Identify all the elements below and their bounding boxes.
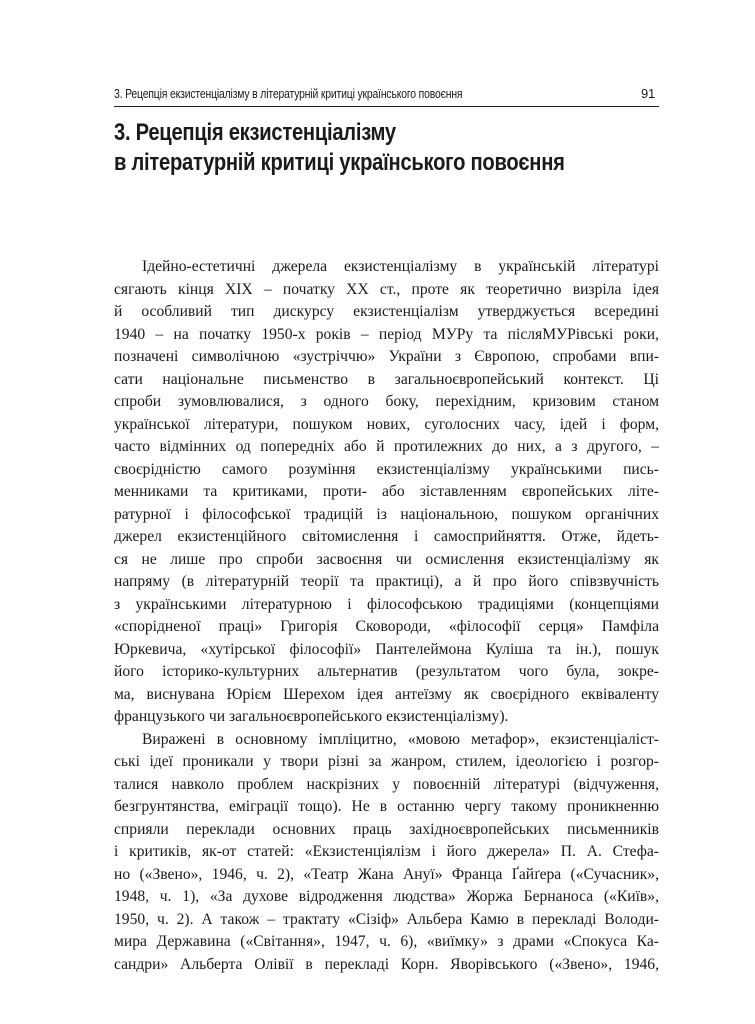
paragraph-2-line: сандри» Альберта Олівії в перекладі Корн. Яворівського («Звено», 1946, (114, 955, 659, 973)
chapter-title-line-1: 3. Рецепція екзистенціалізму (114, 119, 396, 146)
paragraph-1-line: ратурної і філософської традицій із національною, пошуком органічних (114, 505, 659, 523)
paragraph-1-last-line: французького чи загальноєвропейського екзистенціалізму). (114, 708, 509, 725)
body-text (114, 256, 659, 976)
chapter-title-line-2: в літературній критиці українського повоєння (114, 149, 565, 176)
paragraph-2-line: Виражені в основному імпліцитно, «мовою метафор», екзистенціаліст- (142, 730, 659, 748)
page-number: 91 (640, 86, 655, 101)
paragraph-2-line: безгрунтянства, еміграції тощо). Не в останню чергу такому проникненню (114, 798, 659, 815)
paragraph-1-line: сягають кінця XIX – початку XX ст., проте як теоретично визріла ідея (114, 280, 659, 298)
running-header (114, 84, 659, 107)
paragraph-2-line: 1950, ч. 2). А також – трактату «Сізіф» Альбера Камю в перекладі Володи- (114, 910, 659, 928)
paragraph-2-line: мира Державина («Світання», 1947, ч. 6), «виїмку» з драми «Спокуса Ка- (114, 933, 659, 950)
paragraph-1-line: з українськими літературною і філософською традиціями (концепціями (114, 595, 659, 613)
paragraph-1-line: «спорідненої праці» Григорія Сковороди, «філософії серця» Памфіла (114, 618, 659, 635)
running-header-title: 3. Рецепція екзистенціалізму в літературній критиці українського повоєння (114, 86, 463, 101)
paragraph-1-line: часто відмінних од попередніх або й протилежних до них, а з другого, – (114, 438, 659, 455)
paragraph-2-line: сприяли переклади основних праць західноєвропейських письменників (114, 820, 659, 838)
paragraph-1-line: 1940 – на початку 1950-х років – період МУРу та післяМУРівські роки, (114, 325, 659, 343)
paragraph-1-line: сати національне письменство в загальноєвропейський контекст. Ці (114, 370, 659, 388)
paragraph-2-line: ські ідеї проникали у твори різні за жанром, стилем, ідеологією і розгор- (114, 753, 659, 770)
paragraph-1-line: напряму (в літературній теорії та практиці), а й про його співзвучність (114, 573, 659, 590)
paragraph-2-line: но («Звено», 1946, ч. 2), «Театр Жана Ануї» Франца Ґайґера («Сучасник», (114, 865, 659, 883)
paragraph-1-line: й особливий тип дискурсу екзистенціалізм утверджується всередині (114, 303, 659, 320)
paragraph-1-line: його історико-культурних альтернатив (результатом чого була, зокре- (114, 663, 659, 680)
paragraph-1-line: Юркевича, «хутірської філософії» Пантелеймона Куліша та ін.), пошук (114, 640, 659, 658)
paragraph-1-line: української літератури, пошуком нових, суголосних часу, ідей і форм, (114, 415, 659, 433)
chapter-title (114, 118, 734, 178)
paragraph-1-line: ма, виснувана Юрієм Шерехом ідея антеїзму як своєрідного еквіваленту (114, 685, 659, 703)
paragraph-1-line: менниками та критиками, проти- або зіставленням європейських літе- (114, 483, 659, 500)
paragraph-1-line: своєрідністю самого розуміння екзистенціалізму українськими пись- (114, 460, 659, 478)
paragraph-2-line: і критиків, як-от статей: «Екзистенціялізм і його джерела» П. А. Стефа- (114, 843, 659, 860)
paragraph-1-line: позначені символічною «зустріччю» України з Європою, спробами впи- (114, 348, 659, 365)
paragraph-1-line: спроби зумовлювалися, з одного боку, перехідним, кризовим станом (114, 393, 659, 410)
paragraph-2-line: 1948, ч. 1), «За духове відродження людства» Жоржа Бернаноса («Київ», (114, 888, 659, 905)
paragraph-2-line: талися навколо проблем наскрізних у повоєнній літературі (відчуження, (114, 775, 659, 793)
paragraph-1-line: джерел екзистенційного світомислення і самосприйняття. Отже, йдеть- (114, 528, 659, 545)
paragraph-1-line: Ідейно-естетичні джерела екзистенціалізму в українській літературі (142, 258, 659, 275)
paragraph-1-line: ся не лише про спроби засвоєння чи осмислення екзистенціалізму як (114, 550, 659, 568)
